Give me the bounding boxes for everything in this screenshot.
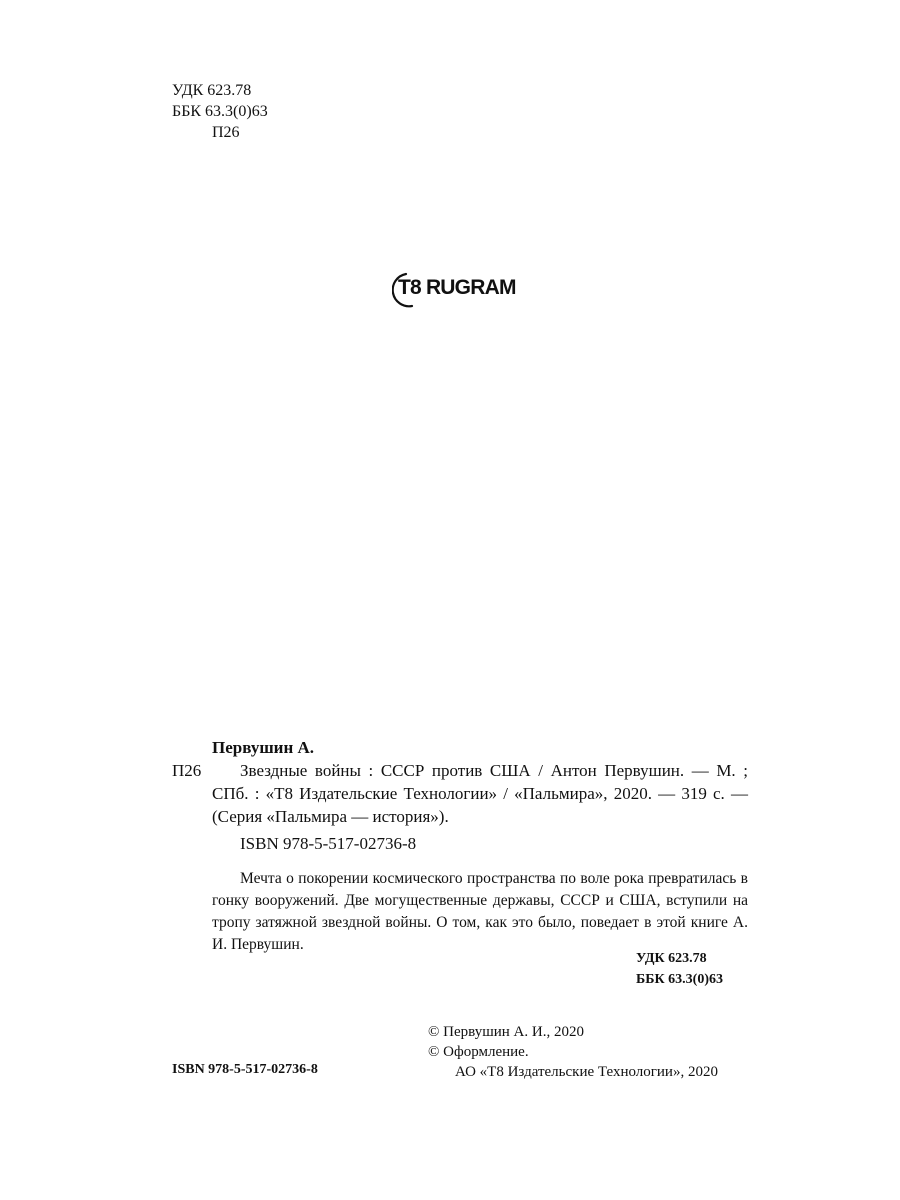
bbk-code-bottom: ББК 63.3(0)63	[636, 972, 723, 987]
card-description: Звездные войны : СССР против США / Антон Первушин. — М. ; СПб. : «Т8 Издательские Технологии» / «Пальмира», 2020. — 319 с. — (Серия «Пальмира — история»).	[212, 761, 748, 826]
logo-text: T8 RUGRAM	[398, 276, 516, 299]
bbk-code: ББК 63.3(0)63	[172, 103, 268, 120]
copyright-block	[428, 1022, 718, 1082]
copyright-design-holder: АО «Т8 Издательские Технологии», 2020	[455, 1064, 718, 1080]
card-isbn: ISBN 978-5-517-02736-8	[240, 834, 417, 853]
copyright-author: © Первушин А. И., 2020	[428, 1024, 584, 1040]
publisher-logo	[392, 268, 532, 308]
udc-code-bottom: УДК 623.78	[636, 951, 707, 966]
card-cutter: П26	[172, 761, 202, 780]
book-annotation: Мечта о покорении космического пространства по воле рока превратилась в гонку вооружений. Две могущественные державы, СССР и США, вступили на тропу затяжной звездной войны. О том, как это было, поведает в этой книге А. И. Первушин.	[212, 870, 748, 953]
classification-bottom	[636, 948, 723, 990]
copyright-design-label: © Оформление.	[428, 1044, 529, 1060]
classification-top	[172, 80, 268, 143]
isbn-bottom: ISBN 978-5-517-02736-8	[172, 1062, 318, 1077]
udc-code: УДК 623.78	[172, 82, 252, 99]
card-author: Первушин А.	[212, 738, 315, 757]
cutter-code: П26	[212, 124, 240, 141]
